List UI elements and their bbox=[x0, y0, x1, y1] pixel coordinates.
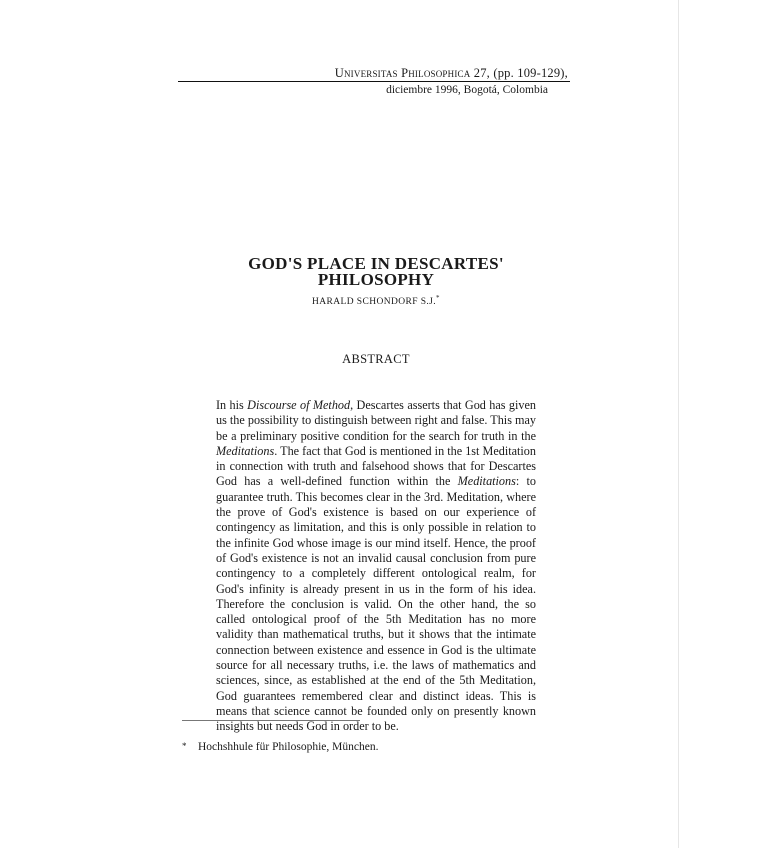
abstract-text-2: , Descartes asserts that God has given us the possibility to distinguish between right and false. This may be a preliminary positive condition for the search for truth in the bbox=[216, 398, 536, 443]
footnote-text: Hochshhule für Philosophie, München. bbox=[198, 741, 379, 753]
abstract-body bbox=[216, 398, 536, 735]
abstract-italic-discourse: Discourse of Method bbox=[247, 398, 351, 412]
footnote bbox=[182, 741, 378, 753]
abstract-text-4: : to guarantee truth. This becomes clear in the 3rd. Meditation, where the prove of God's existence is based on our experience of contingency as limitation, and this is only possible in relation to the infinite God whose image is our mind itself. Hence, the proof of God's existence is not an invalid causal conclusion from pure contingency to a completely different ontological realm, for God's infinity is already present in us in the form of his idea. Therefore the conclusion is valid. On the other hand, the so called ontological proof of the 5th Meditation has no more validity than mathematical truths, but it shows that the intimate connection between existence and essence in God is the ultimate source for all necessary truths, i.e. the laws of mathematics and sciences, since, as established at the end of the 5th Meditation, God guarantees remembered clear and distinct ideas. This is means that science cannot be founded only on presently known insights but needs God in order to be. bbox=[216, 474, 536, 734]
author bbox=[150, 294, 602, 307]
date-place: diciembre 1996, Bogotá, Colombia bbox=[386, 84, 548, 96]
abstract-italic-meditations-1: Meditations bbox=[216, 443, 275, 458]
abstract-heading: ABSTRACT bbox=[342, 352, 410, 366]
author-name: HARALD SCHONDORF S.J. bbox=[312, 297, 437, 308]
abstract-italic-meditations-2: Meditations bbox=[457, 474, 516, 489]
journal-issue: 27, (pp. 109-129), bbox=[473, 66, 568, 80]
footnote-mark: * bbox=[182, 741, 187, 751]
header-rule bbox=[178, 81, 570, 82]
abstract-text-3: . The fact that God is mentioned in the 1st Meditation in connection with truth and falsehood shows that for Descartes God has a well-defined function within the bbox=[216, 443, 536, 489]
journal-citation bbox=[178, 66, 570, 80]
page-edge bbox=[678, 0, 679, 848]
title-line-2: PHILOSOPHY bbox=[317, 270, 435, 289]
article-title bbox=[150, 256, 602, 288]
footnote-rule bbox=[182, 720, 360, 721]
running-header bbox=[178, 66, 570, 97]
abstract-text-1: In his bbox=[216, 398, 248, 412]
journal-name: Universitas Philosophica bbox=[334, 66, 471, 80]
author-footnote-mark: * bbox=[436, 294, 440, 302]
title-line-1: GOD'S PLACE IN DESCARTES' bbox=[248, 254, 504, 273]
